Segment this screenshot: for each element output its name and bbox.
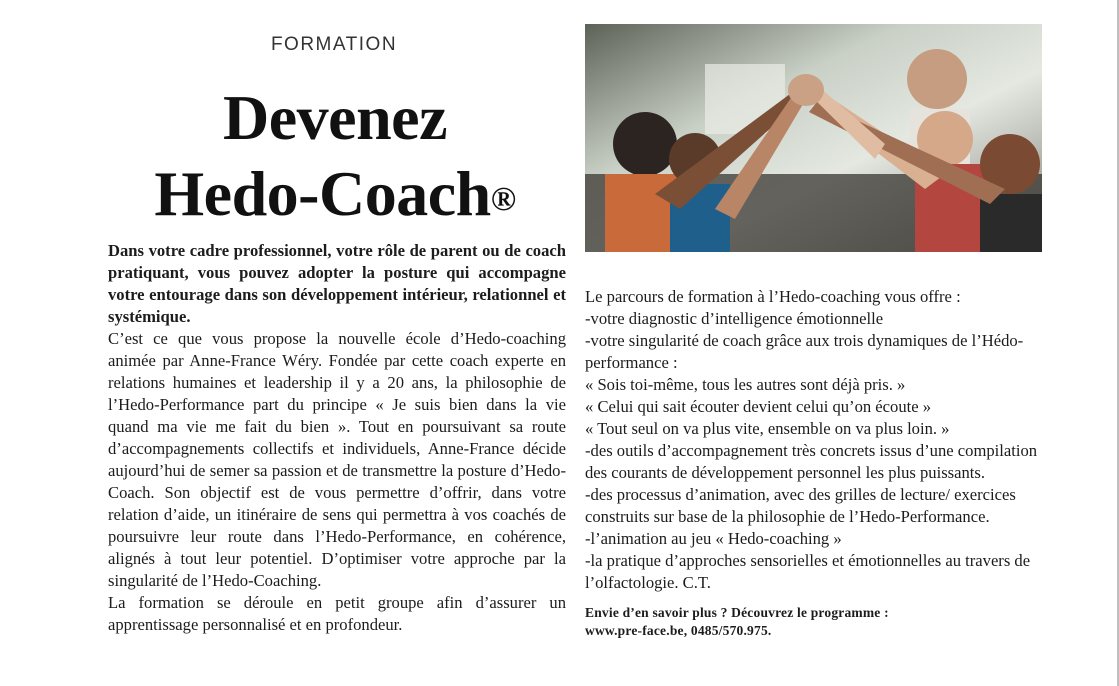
article-body-right (585, 286, 1045, 640)
article-lead: Dans votre cadre professionnel, votre rôle de parent ou de coach pratiquant, vous pouvez adopter la posture qui accompagne votre entourage dans son développement intérieur, relationnel et systémique. (108, 241, 566, 326)
offer-line-game: -l’animation au jeu « Hedo-coaching » (585, 529, 842, 548)
headline-line-1: Devenez (223, 82, 447, 153)
article-paragraph-2: La formation se déroule en petit groupe afin d’assurer un apprentissage personnalisé et en profondeur. (108, 593, 566, 634)
team-high-five-photo (585, 24, 1042, 252)
photo-illustration (585, 24, 1042, 252)
article-body-left (108, 240, 566, 636)
section-kicker: FORMATION (270, 34, 398, 55)
headline-line-2 (100, 156, 570, 232)
offer-line-singularity: -votre singularité de coach grâce aux trois dynamiques de l’Hédo-performance : (585, 331, 1024, 372)
offer-line-olfactology: -la pratique d’approches sensorielles et émotionnelles au travers de l’olfactologie. C.T. (585, 551, 1031, 592)
headline-title: Hedo-Coach (154, 158, 491, 229)
offer-line-tools: -des outils d’accompagnement très concrets issus d’une compilation des courants de développement personnel les plus puissants. (585, 441, 1038, 482)
offer-line-diagnostic: -votre diagnostic d’intelligence émotionnelle (585, 309, 884, 328)
registered-mark: ® (490, 181, 516, 218)
contact-info: www.pre-face.be, 0485/570.975. (585, 623, 772, 638)
offer-quote-1: « Sois toi-même, tous les autres sont déjà pris. » (585, 375, 906, 394)
article-paragraph-1: C’est ce que vous propose la nouvelle école d’Hedo-coaching animée par Anne-France Wéry. Fondée par cette coach experte en relations humaines et leadership il y a 20 ans, la philosophie de l’Hedo-Performance part du principe « Je suis bien dans la vie quand ma vie me fait du bien ». Tout en poursuivant sa route d’accompagnements collectifs et individuels, Anne-France décide aujourd’hui de semer sa passion et de transmettre la posture d’Hedo-Coach. Son objectif est de vous permettre d’offrir, dans votre relation d’aide, un itinéraire de sens qui permettra à vos coachés de poursuivre leur route dans l’Hedo-Performance, en cohérence, alignés à tout leur potentiel. D’optimiser votre approche par la singularité de l’Hedo-Coaching. (108, 329, 566, 590)
article-headline (100, 80, 570, 232)
offer-quote-2: « Celui qui sait écouter devient celui qu’on écoute » (585, 397, 932, 416)
call-to-action (585, 604, 1045, 640)
offer-line-intro: Le parcours de formation à l’Hedo-coaching vous offre : (585, 287, 961, 306)
offer-line-processes: -des processus d’animation, avec des grilles de lecture/ exercices construits sur base de la philosophie de l’Hedo-Performance. (585, 485, 1016, 526)
call-to-action-text: Envie d’en savoir plus ? Découvrez le programme : (585, 605, 889, 620)
offer-quote-3: « Tout seul on va plus vite, ensemble on va plus loin. » (585, 419, 950, 438)
